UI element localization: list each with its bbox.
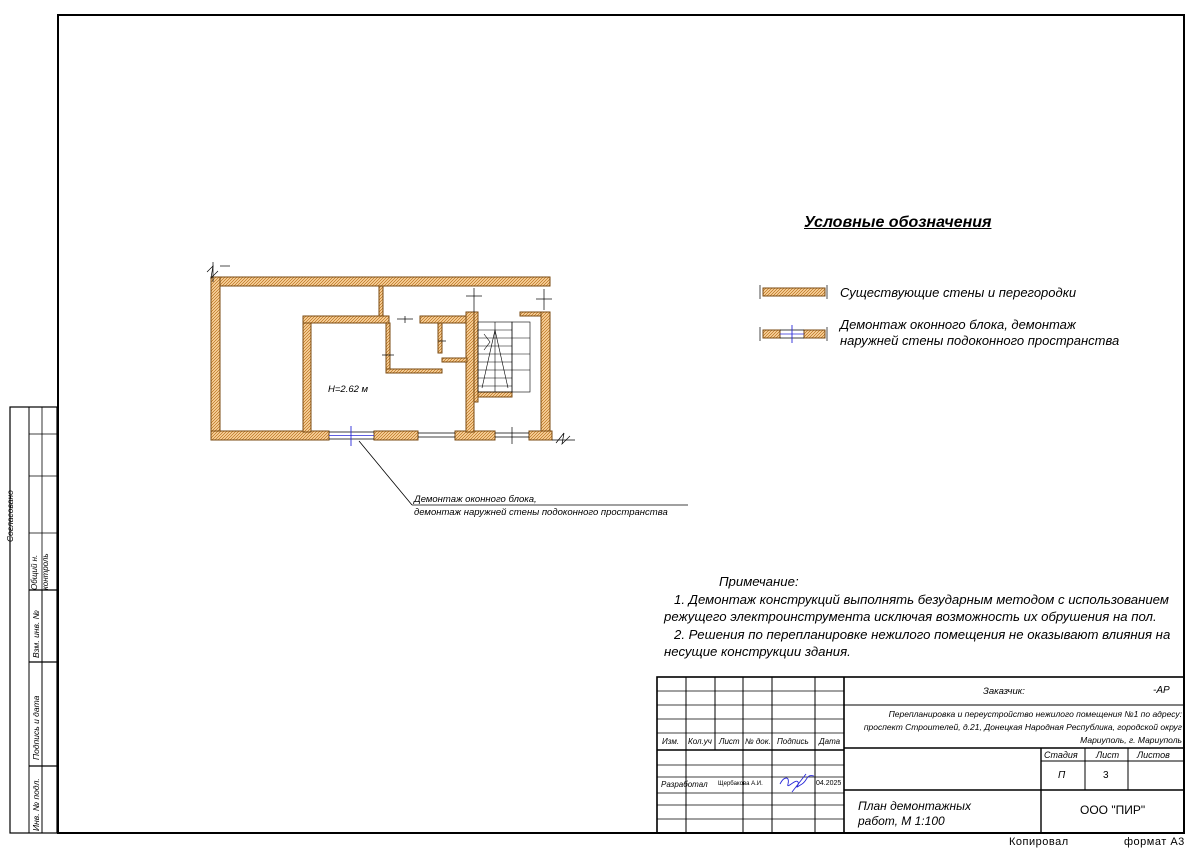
legend-demolition-symbol: [760, 325, 827, 343]
organization-name: ООО "ПИР": [1080, 803, 1146, 817]
side-inv-orig: Инв. № подл.: [31, 778, 41, 831]
callout-line-2: демонтаж наружней стены подоконного пространства: [414, 507, 668, 518]
side-agreed: Согласовано: [5, 490, 15, 542]
callout-line-1: Демонтаж оконного блока,: [414, 494, 537, 505]
col-kol-uch: Кол.уч: [688, 737, 712, 746]
legend-item-demolition-line1: Демонтаж оконного блока, демонтаж: [840, 317, 1076, 332]
openings: [207, 262, 575, 444]
existing-walls: [211, 277, 552, 440]
developer-name: Щербакова А.И.: [718, 781, 763, 787]
side-sign-date: Подпись и дата: [31, 695, 41, 760]
col-data: Дата: [819, 737, 841, 746]
drawing-title-line-1: План демонтажных: [858, 799, 971, 813]
notes-block: [664, 573, 1184, 661]
room-height-label: H=2.62 м: [328, 384, 369, 395]
developer-date: 04.2025: [816, 780, 842, 787]
legend-title: Условные обозначения: [804, 214, 992, 231]
col-n-dok: № док.: [745, 737, 771, 746]
side-general-control-1: Общий н.: [30, 554, 39, 590]
drawing-title-line-2: работ, М 1:100: [858, 814, 945, 828]
legend-item-demolition-line2: наружней стены подоконного пространства: [840, 333, 1120, 348]
document-code: -АР: [1153, 685, 1170, 696]
legend-item-existing-walls: Существующие стены и перегородки: [840, 285, 1077, 300]
side-general-control-2: контроль: [41, 553, 50, 590]
sheet-value: 3: [1103, 770, 1109, 781]
sheet-label: Лист: [1096, 750, 1120, 760]
project-title: Перепланировка и переустройство нежилого помещения №1 по адресу: проспект Строителей, д.21, Донецкая Народная Республика, городской округ Мариуполь, г. Мариуполь: [863, 709, 1182, 745]
sheets-label: Листов: [1137, 750, 1170, 760]
note-item-1: 1. Демонтаж конструкций выполнять безударным методом с использованием режущего электроинструмента исключая возможность их обрушения на пол.: [664, 591, 1169, 624]
legend-existing-wall-symbol: [760, 285, 827, 299]
col-list: Лист: [719, 737, 740, 746]
demolition-window: [329, 426, 374, 446]
stairs: [478, 322, 530, 392]
notes-title: Примечание:: [719, 574, 799, 589]
developer-label: Разработал: [661, 780, 708, 789]
col-podpis: Подпись: [777, 737, 809, 746]
footer-format: формат А3: [1124, 836, 1185, 848]
side-replace-inv: Взм. инв. №: [31, 610, 41, 658]
stage-value: П: [1058, 770, 1066, 781]
customer-label: Заказчик:: [983, 686, 1025, 697]
col-izm: Изм.: [662, 737, 680, 746]
stage-label: Стадия: [1044, 750, 1078, 760]
note-item-2: 2. Решения по перепланировке нежилого помещения не оказывают влияния на несущие конструкции здания.: [664, 626, 1171, 659]
footer-copied: Копировал: [1009, 836, 1069, 848]
